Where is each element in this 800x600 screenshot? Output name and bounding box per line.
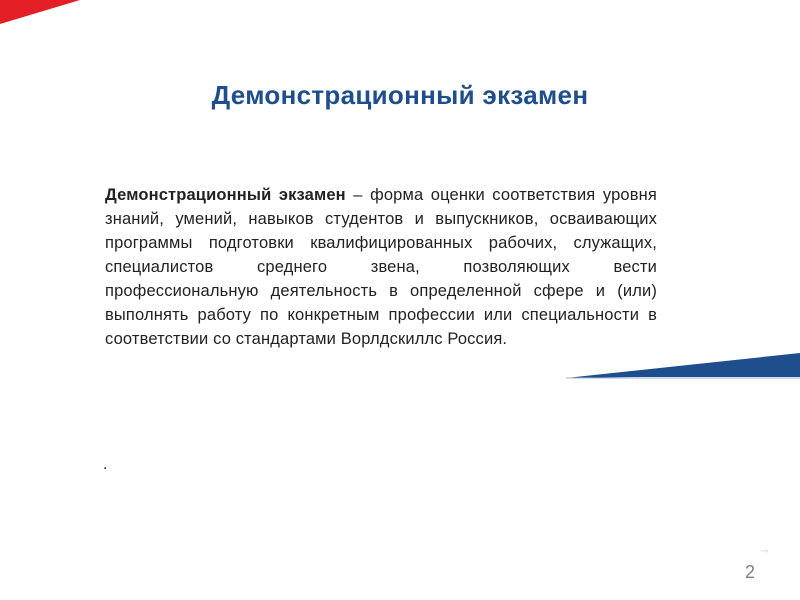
trailing-mark: . [103,456,108,473]
page-title: Демонстрационный экзамен [211,80,589,110]
blue-side-stripe [566,353,800,378]
page-number: 2 [745,562,756,582]
red-corner-stripe [0,0,80,24]
definition-text: – форма оценки соответствия уровня знаний, умений, навыков студентов и выпускников, осваивающих программы подготовки квалифицированных рабочих, служащих, специалистов среднего звена, позволяющих вести профессиональную деятельность в определенной сфере и (или) выполнять работу по конкретным профессии или специальности в соответствии со стандартами Ворлдскиллс Россия. [105,186,658,348]
definition-term: Демонстрационный экзамен [105,186,346,204]
faint-arrow-icon: → [760,546,769,557]
definition-paragraph [105,183,657,351]
